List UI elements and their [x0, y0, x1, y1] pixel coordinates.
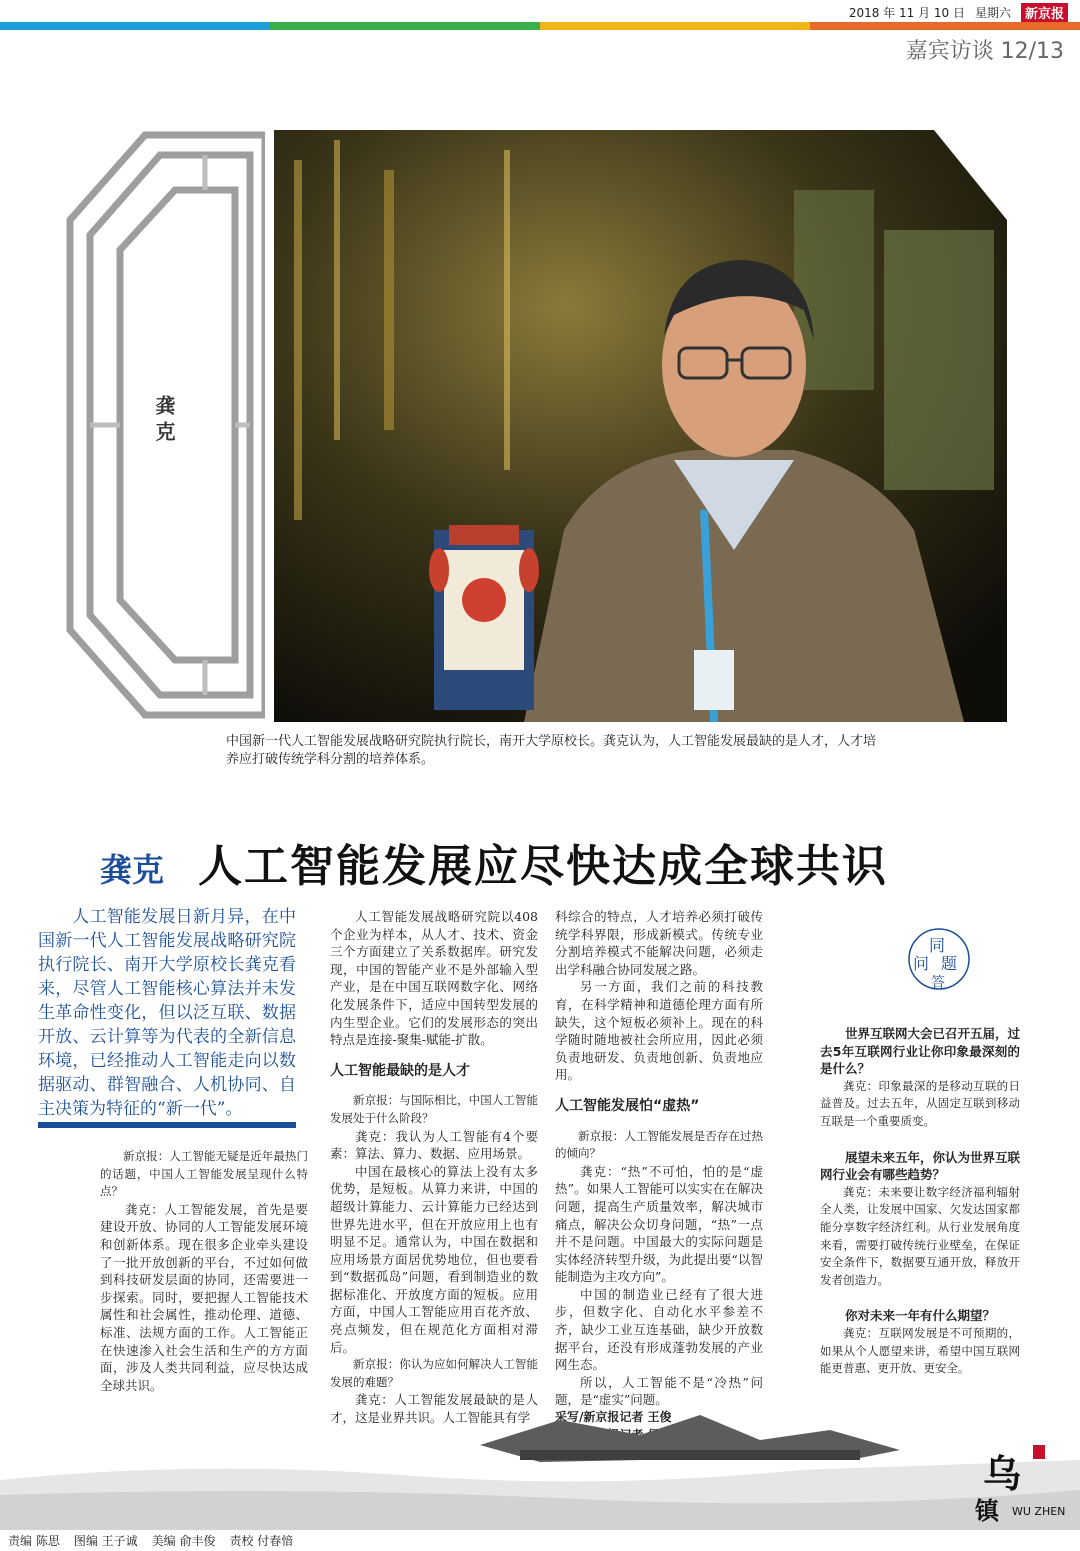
body-paragraph: 龚克：人工智能发展最缺的是人才，这是业界共识。人工智能具有学	[330, 1392, 538, 1426]
portrait-photo	[274, 130, 1007, 722]
footer-editor: 责编 陈思	[8, 1534, 60, 1548]
qa-question: 世界互联网大会已召开五届，过去5年互联网行业让你印象最深刻的是什么？	[820, 1026, 1021, 1077]
page-number: 12/13	[1000, 39, 1064, 64]
paper-name: 新京报	[1021, 3, 1068, 22]
body-paragraph: 中国的制造业已经有了很大进步，但数字化、自动化水平参差不齐，缺少工业互连基础，缺少开放数据平台，还没有形成蓬勃发展的产业网生态。	[555, 1286, 763, 1373]
body-paragraph: 龚克：人工智能发展，首先是要建设开放、协同的人工智能发展环境和创新体系。现在很多企业牵头建设了一批开放创新的平台，不过如何做到科技研发层面的协同，还需要进一步探索。同时，要把握人工智能技术属性和社会属性，推动伦理、道德、标准、法规方面的工作。人工智能正在快速渗入社会生活和生产的方方面面，涉及人类共同利益，应尽快达成全球共识。	[100, 1201, 308, 1393]
dateline	[849, 3, 1068, 22]
qa-answer: 龚克：互联网发展是不可预期的，如果从个人愿望来讲，希望中国互联网能更普惠、更开放、更安全。	[820, 1325, 1020, 1376]
section-header	[906, 34, 1064, 65]
color-bar-yellow	[540, 22, 810, 30]
footer-proofreader: 责校 付春愔	[229, 1534, 294, 1548]
logo-latin: WU ZHEN	[1012, 1505, 1066, 1518]
qa-answer: 龚克：印象最深的是移动互联的日益普及。过去五年，从固定互联到移动互联是一个重要质变。	[820, 1078, 1020, 1128]
question-paragraph: 新京报：你认为应如何解决人工智能发展的难题？	[330, 1357, 538, 1389]
qa-badge-icon	[905, 925, 973, 993]
body-paragraph: 科综合的特点，人才培养必须打破传统学科界限，形成新模式。传统专业分割培养模式不能解决问题，必须走出学科融合协同发展之路。	[555, 909, 763, 977]
qa-sidebar	[820, 1025, 1020, 1396]
qa-question: 你对未来一年有什么期望？	[845, 1308, 996, 1324]
body-paragraph: 另一方面，我们之前的科技教育，在科学精神和道德伦理方面有所缺失，这个短板必须补上。现在的科学随时随地被社会所应用，因此必须负责地研发、负责地创新、负责地应用。	[555, 979, 763, 1083]
badge-char-1: 同	[929, 936, 946, 955]
issue-weekday: 星期六	[974, 6, 1011, 20]
body-paragraph: 人工智能发展战略研究院以408个企业为样本，从人才、技术、资金三个方面建立了关系数据库。研究发现，中国的智能产业不是外部输入型产业，是在中国互联网数字化、网络化发展条件下，适应中国转型发展的内生型企业。它们的发展形态的突出特点是连接-聚集-赋能-扩散。	[330, 909, 538, 1048]
qa-answer: 龚克：未来要让数字经济福利辐射全人类，让发展中国家、欠发达国家都能分享数字经济红利。从行业发展角度来看，需要打破传统行业壁垒，在保证安全条件下，数据要互通开放，释放开发者创造力。	[820, 1184, 1020, 1287]
body-paragraph: 龚克：我认为人工智能有4个要素：算法、算力、数据、应用场景。	[330, 1128, 538, 1162]
section-title: 嘉宾访谈	[905, 39, 994, 64]
question-paragraph: 新京报：人工智能无疑是近年最热门的话题，中国人工智能发展呈现什么特点？	[100, 1149, 308, 1199]
badge-char-3: 题	[941, 954, 958, 973]
footer-photo-editor: 图编 王子诚	[73, 1534, 138, 1548]
body-paragraph: 中国在最核心的算法上没有太多优势，是短板。从算力来讲，中国的超级计算能力、云计算能力已经达到世界先进水平，但在开放应用上也有明显不足。通常认为，中国在数据和应用场景方面居优势地位，但也要看到“数据孤岛”问题，看到制造业的数据标准化、开放度方面的短板。应用方面，中国人工智能应用百花齐放、亮点频发，但在规范化方面相对滞后。	[330, 1163, 538, 1355]
color-bar-orange	[810, 22, 1080, 30]
badge-char-2: 问	[913, 954, 930, 973]
article-column-3	[555, 908, 763, 1444]
svg-text:镇: 镇	[975, 1496, 999, 1525]
article-column-1	[100, 1148, 308, 1394]
headline-title: 人工智能发展应尽快达成全球共识	[198, 841, 889, 892]
headline-name: 龚克	[100, 851, 165, 889]
photo-caption: 中国新一代人工智能发展战略研究院执行院长，南开大学原校长。龚克认为，人工智能发展最缺的是人才，人才培养应打破传统学科分割的培养体系。	[226, 734, 877, 767]
lead-text: 人工智能发展日新月异，在中国新一代人工智能发展战略研究院执行院长、南开大学原校长龚克看来，尽管人工智能核心算法并未发生革命性变化，但以泛互联、数据开放、云计算等为代表的全新信息环境，已经推动人工智能走向以数据驱动、群智融合、人机协同、自主决策为特征的“新一代”。	[38, 907, 296, 1119]
color-bar-green	[270, 22, 540, 30]
color-bar-blue	[0, 22, 270, 30]
qa-question: 展望未来五年，你认为世界互联网行业会有哪些趋势？	[820, 1149, 1021, 1183]
byline: 采写/新京报记者 王俊	[555, 1410, 672, 1425]
question-paragraph: 新京报：人工智能发展是否存在过热的倾向？	[555, 1128, 763, 1161]
color-bar	[0, 22, 1080, 30]
ink-landscape-decoration	[0, 1400, 1080, 1530]
headline	[100, 830, 1000, 894]
svg-text:乌: 乌	[983, 1451, 1022, 1496]
badge-char-4: 答	[931, 975, 945, 991]
body-paragraph: 龚克：“热”不可怕，怕的是“虚热”。如果人工智能可以实实在在解决问题，提高生产质量效率，解决城市痛点，解决公众切身问题，“热”一点并不是问题。中国最大的实际问题是实体经济转型升级，为此提出要“以智能制造为主攻方向”。	[555, 1163, 763, 1285]
footer-credits	[8, 1532, 293, 1549]
lead-paragraph	[38, 905, 296, 1121]
question-paragraph: 新京报：与国际相比，中国人工智能发展处于什么阶段？	[330, 1093, 538, 1125]
subheading: 人工智能最缺的是人才	[330, 1062, 470, 1079]
subheading: 人工智能发展怕“虚热”	[555, 1097, 700, 1114]
subject-name-vertical: 龚克	[152, 395, 176, 447]
lead-divider	[38, 1122, 296, 1128]
issue-date: 2018 年 11 月 10 日	[848, 6, 965, 20]
body-paragraph: 所以，人工智能不是“冷热”问题，是“虚实”问题。	[555, 1374, 763, 1408]
footer-art-editor: 美编 俞丰俊	[151, 1534, 216, 1548]
article-column-2	[330, 908, 538, 1427]
